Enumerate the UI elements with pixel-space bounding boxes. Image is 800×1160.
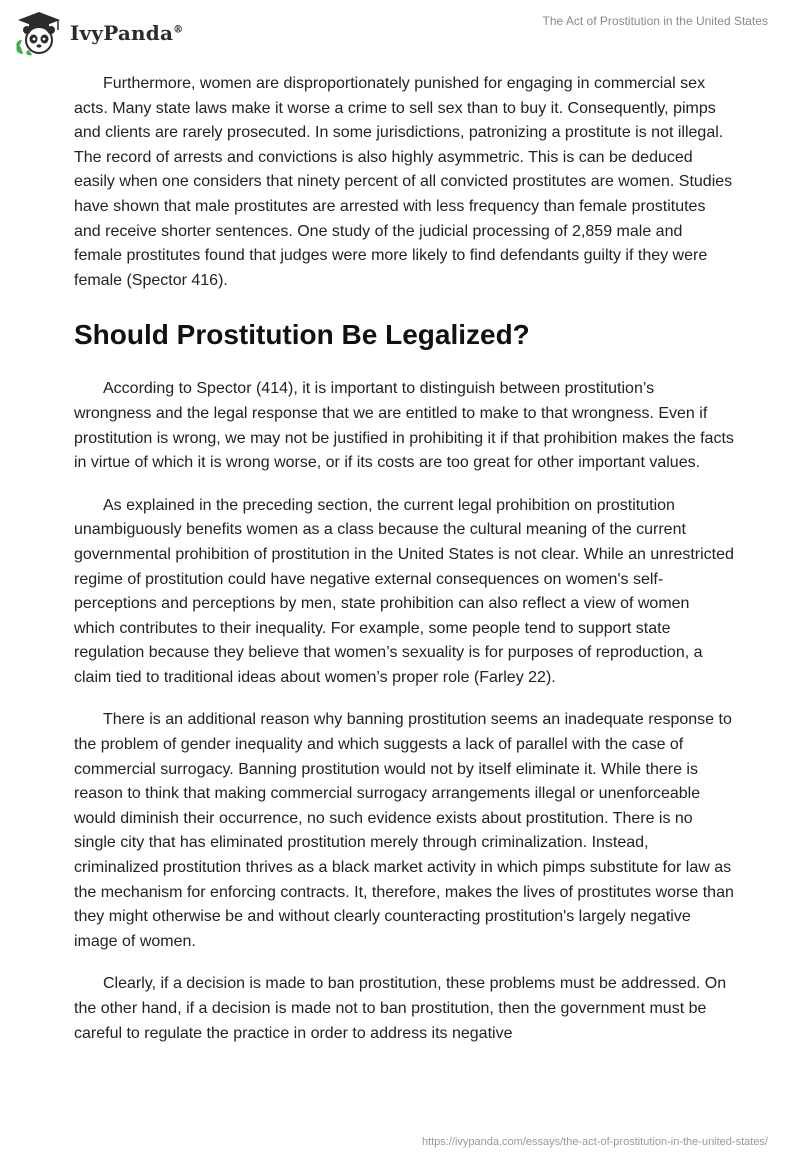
registered-mark: ® — [173, 24, 184, 36]
source-url-link[interactable]: https://ivypanda.com/essays/the-act-of-prostitution-in-the-united-states/ — [421, 1136, 768, 1148]
article-body — [74, 72, 734, 1064]
panda-graduation-cap-icon — [14, 10, 64, 56]
page-header — [0, 0, 800, 70]
paragraph: As explained in the preceding section, the current legal prohibition on prostitution unambiguously benefits women as a class because the cultural meaning of the current governmental prohibition of prostitution in the United States is not clear. While an unrestricted regime of prostitution could have negative external consequences on women's self-perceptions and perceptions by men, state prohibition can also reflect a view of women which contributes to their inequality. For example, some people tend to support state regulation because they believe that women’s sexuality is for purposes of reproduction, a claim tied to traditional ideas about women’s proper role (Farley 22). — [74, 496, 734, 686]
paragraph: Clearly, if a decision is made to ban prostitution, these problems must be addressed. On the other hand, if a decision is made not to ban prostitution, then the government must be careful to regulate the practice in order to address its negative — [74, 975, 727, 1042]
paragraph: There is an additional reason why banning prostitution seems an inadequate response to the problem of gender inequality and which suggests a lack of parallel with the case of commercial surrogacy. Banning prostitution would not by itself eliminate it. While there is reason to think that making commercial surrogacy arrangements illegal or unenforceable would diminish their occurrence, no such evidence exists about prostitution. There is no single city that has eliminated prostitution merely through criminalization. Instead, criminalized prostitution thrives as a black market activity in which pimps substitute for law as the mechanism for enforcing contracts. It, therefore, makes the lives of prostitutes worse than they might otherwise be and without clearly counteracting prostitution's largely negative image of women. — [74, 711, 734, 950]
brand-logo[interactable] — [14, 10, 183, 56]
section-heading: Should Prostitution Be Legalized? — [74, 319, 530, 351]
paragraph: According to Spector (414), it is important to distinguish between prostitution’s wrongness and the legal response that we are entitled to make to that wrongness. Even if prostitution is wrong, we may not be justified in prohibiting it if that prohibition makes the facts in virtue of which it is wrong worse, or if its costs are too great for other important values. — [74, 380, 734, 472]
brand-name: IvyPanda® — [70, 21, 184, 45]
document-title: The Act of Prostitution in the United States — [542, 14, 768, 28]
paragraph: Furthermore, women are disproportionately punished for engaging in commercial sex acts. Many state laws make it worse a crime to sell sex than to buy it. Consequently, pimps and clients are rarely prosecuted. In some jurisdictions, patronizing a prostitute is not illegal. The record of arrests and convictions is also highly asymmetric. This is can be deduced easily when one considers that ninety percent of all convicted prostitutes are women. Studies have shown that male prostitutes are arrested with less frequency than female prostitutes and receive shorter sentences. One study of the judicial processing of 2,859 male and female prostitutes found that judges were more likely to find defendants guilty if they were female (Spector 416). — [74, 75, 733, 289]
